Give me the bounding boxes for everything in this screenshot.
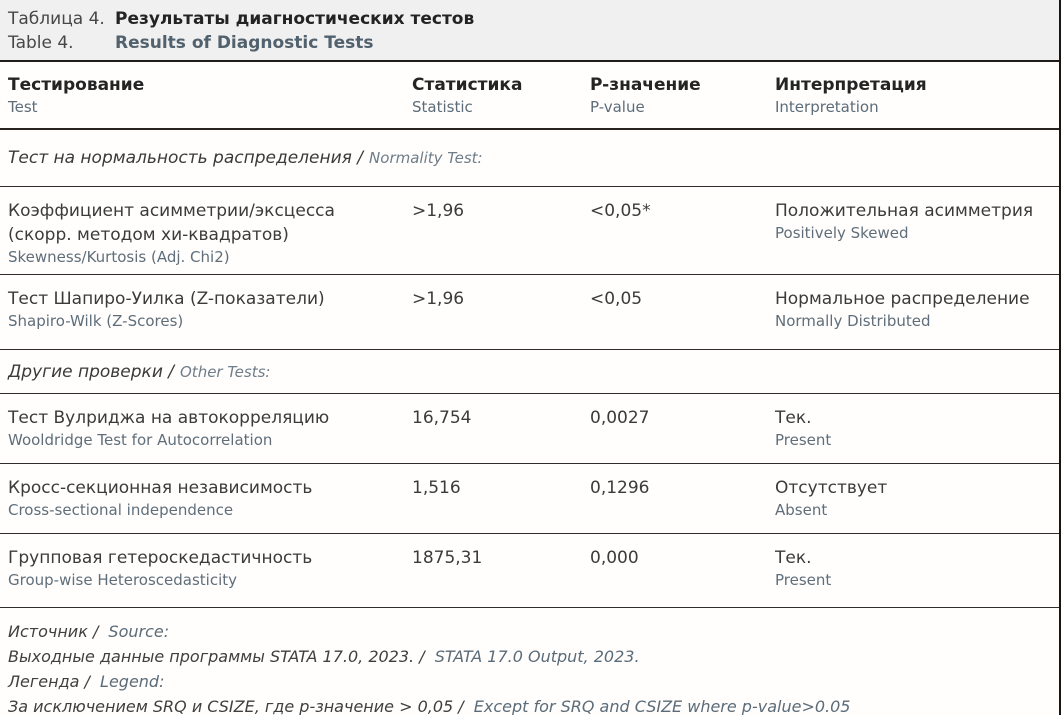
interpretation-ru: Отсутствует: [775, 478, 888, 498]
cell-interpretation: [775, 199, 1059, 274]
caption-line-en: [8, 31, 1059, 55]
table-footnotes: [0, 608, 1059, 715]
cell-interpretation: [775, 406, 1059, 463]
test-name-ru: Коэффициент асимметрии/эксцесса (скорр. методом хи-квадратов): [8, 201, 335, 245]
cell-statistic: 16,754: [412, 408, 472, 428]
footnote-ru: Легенда /: [8, 672, 90, 691]
footnote-en: Except for SRQ and CSIZE where p-value>0.05: [473, 697, 851, 715]
footnote-legend-text: [8, 694, 1059, 715]
column-header-statistic-en: Statistic: [412, 98, 473, 116]
column-header-pvalue-ru: P-значение: [590, 75, 701, 95]
column-header-test-en: Test: [8, 98, 38, 116]
column-header-test: [8, 74, 412, 128]
cell-statistic: >1,96: [412, 289, 465, 309]
interpretation-ru: Тек.: [775, 408, 812, 428]
column-header-interpretation-en: Interpretation: [775, 98, 879, 116]
column-header-test-ru: Тестирование: [8, 75, 145, 95]
caption-title-en: Results of Diagnostic Tests: [115, 33, 374, 53]
cell-pvalue: <0,05: [590, 289, 643, 309]
footnote-ru: За исключением SRQ и CSIZE, где p-значение > 0,05 /: [8, 697, 464, 715]
test-name-en: Wooldridge Test for Autocorrelation: [8, 431, 273, 449]
test-name-en: Group-wise Heteroscedasticity: [8, 571, 237, 589]
cell-statistic: 1875,31: [412, 548, 483, 568]
table-row: [0, 275, 1059, 350]
interpretation-en: Positively Skewed: [775, 224, 909, 242]
cell-test: [8, 199, 412, 274]
cell-test: [8, 476, 412, 533]
table-caption: [0, 0, 1059, 62]
column-header-interpretation: [775, 74, 1059, 128]
footnote-ru: Выходные данные программы STATA 17.0, 2023. /: [8, 647, 425, 666]
section-other-ru: Другие проверки /: [8, 361, 174, 382]
interpretation-ru: Нормальное распределение: [775, 289, 1030, 309]
footnote-en: Legend:: [100, 672, 165, 691]
column-headers: [0, 62, 1059, 130]
interpretation-ru: Положительная асимметрия: [775, 201, 1034, 221]
section-normality-en: Normality Test:: [369, 149, 483, 167]
test-name-ru: Тест Шапиро-Уилка (Z-показатели): [8, 289, 325, 309]
interpretation-en: Present: [775, 431, 832, 449]
table-row: [0, 394, 1059, 464]
section-other-en: Other Tests:: [180, 362, 271, 381]
cell-test: [8, 287, 412, 349]
test-name-ru: Групповая гетероскедастичность: [8, 548, 313, 568]
cell-interpretation: [775, 546, 1059, 607]
caption-label-en: Table 4.: [8, 33, 74, 53]
footnote-source-text: [8, 644, 1059, 669]
section-normality-ru: Тест на нормальность распределения /: [8, 148, 364, 168]
footnote-legend-label: [8, 669, 1059, 694]
test-name-en: Skewness/Kurtosis (Adj. Chi2): [8, 248, 230, 266]
column-header-interpretation-ru: Интерпретация: [775, 75, 927, 95]
column-header-pvalue: [590, 74, 775, 128]
cell-pvalue: <0,05*: [590, 201, 651, 221]
cell-pvalue: 0,1296: [590, 478, 650, 498]
footnote-en: Source:: [108, 622, 170, 641]
footnote-source-label: [8, 619, 1059, 644]
cell-test: [8, 406, 412, 463]
caption-label-ru: Таблица 4.: [8, 9, 105, 29]
test-name-en: Shapiro-Wilk (Z-Scores): [8, 312, 184, 330]
section-header-normality: [0, 130, 1059, 187]
table-row: [0, 464, 1059, 534]
column-header-statistic-ru: Статистика: [412, 75, 523, 95]
test-name-ru: Кросс-секционная независимость: [8, 478, 313, 498]
interpretation-en: Normally Distributed: [775, 312, 931, 330]
cell-interpretation: [775, 287, 1059, 349]
cell-pvalue: 0,000: [590, 548, 639, 568]
cell-interpretation: [775, 476, 1059, 533]
interpretation-en: Present: [775, 571, 832, 589]
section-header-other-tests: [0, 350, 1059, 394]
table-row: [0, 187, 1059, 275]
column-header-pvalue-en: P-value: [590, 98, 645, 116]
interpretation-ru: Тек.: [775, 548, 812, 568]
table-row: [0, 534, 1059, 608]
caption-title-ru: Результаты диагностических тестов: [115, 9, 475, 29]
cell-statistic: 1,516: [412, 478, 461, 498]
interpretation-en: Absent: [775, 501, 828, 519]
footnote-ru: Источник /: [8, 622, 99, 641]
footnote-en: STATA 17.0 Output, 2023.: [434, 647, 640, 666]
caption-line-ru: [8, 7, 1059, 31]
cell-statistic: >1,96: [412, 201, 465, 221]
column-header-statistic: [412, 74, 590, 128]
cell-test: [8, 546, 412, 607]
test-name-ru: Тест Вулриджа на автокорреляцию: [8, 408, 330, 428]
cell-pvalue: 0,0027: [590, 408, 650, 428]
test-name-en: Cross-sectional independence: [8, 501, 234, 519]
